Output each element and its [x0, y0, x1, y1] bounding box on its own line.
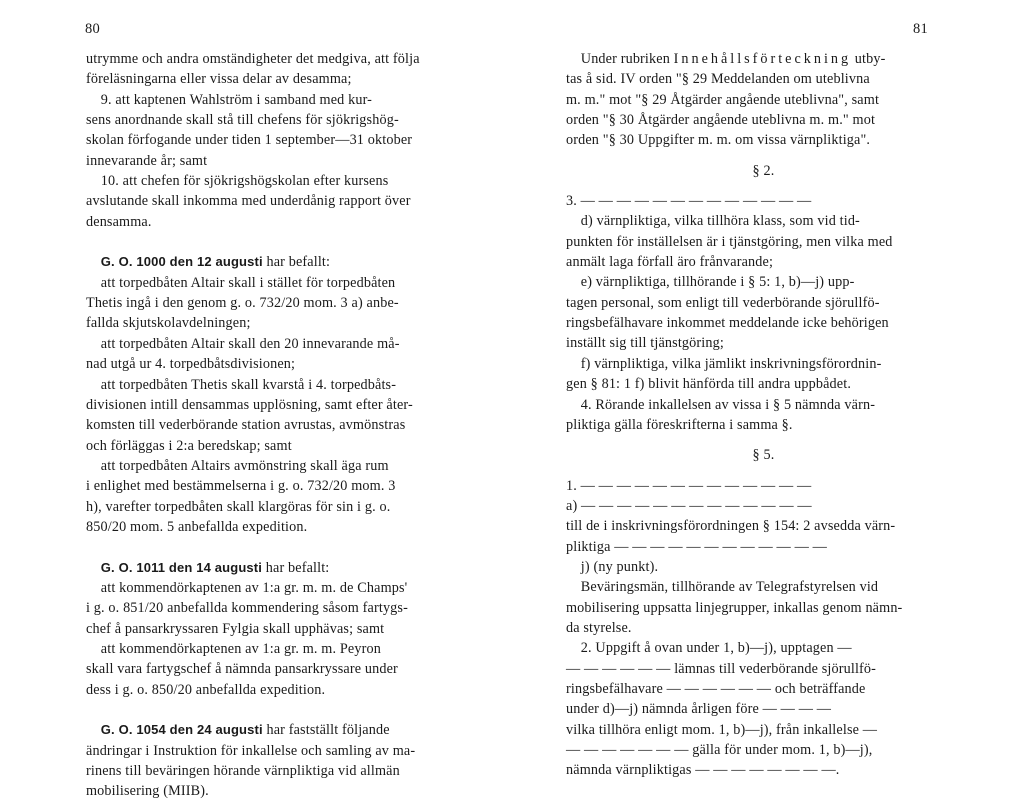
- text-line: 9. att kaptenen Wahlström i samband med kur-: [86, 91, 373, 108]
- text-line: ringsbefälhavare inkommet meddelande icke behörigen: [566, 315, 889, 332]
- text-line: 2. Uppgift å ovan under 1, b)—j), upptagen —: [566, 640, 852, 657]
- text-line: ringsbefälhavare — — — — — — och beträffande: [566, 680, 866, 697]
- text-line: och förläggas i 2:a beredskap; samt: [86, 437, 292, 454]
- text-line: att kommendörkaptenen av 1:a gr. m. m. Peyron: [86, 640, 381, 657]
- text-line: fallda skjutskolavdelningen;: [86, 315, 251, 332]
- text-line: vilka tillhöra enligt mom. 1, b)—j), från inkallelse —: [566, 721, 878, 738]
- go-1011-heading: [86, 558, 466, 578]
- text-line: gen § 81: 1 f) blivit hänförda till andra uppbådet.: [566, 376, 852, 393]
- go-1000-head-rest: har befallt:: [262, 254, 331, 271]
- text-line: — — — — — — — gälla för under mom. 1, b)—j),: [566, 742, 873, 758]
- text-line: pliktiga — — — — — — — — — — — —: [566, 538, 827, 555]
- text-line: nad utgå ur 4. torpedbåtsdivisionen;: [86, 356, 296, 373]
- text-line: avslutande skall inkomma med underdånig rapport över: [86, 193, 411, 210]
- text-line: h), varefter torpedbåten skall klargöras för sin i g. o.: [86, 498, 391, 515]
- go-1054-head-bold: G. O. 1054 den 24 augusti: [100, 722, 263, 738]
- text-line: — — — — — — lämnas till vederbörande sjörullfö-: [566, 660, 877, 677]
- text-line: 4. Rörande inkallelsen av vissa i § 5 nämnda värn-: [566, 396, 876, 413]
- go-1000-head-bold: G. O. 1000 den 12 augusti: [100, 254, 263, 270]
- text-line: föreläsningarna eller vissa delar av desamma;: [86, 71, 352, 88]
- intro-line-1: [566, 49, 961, 69]
- text-line: skolan förfogande under tiden 1 september—31 oktober: [86, 132, 413, 149]
- text-line: att torpedbåten Thetis skall kvarstå i 4. torpedbåts-: [86, 376, 397, 393]
- text-line: 3. — — — — — — — — — — — — —: [566, 193, 812, 210]
- text-line: 10. att chefen för sjökrigshögskolan efter kursens: [86, 173, 389, 190]
- intro-post: utby-: [851, 51, 886, 67]
- text-line: orden "§ 30 Åtgärder angående uteblivna m. m." mot: [566, 112, 876, 129]
- go-1000-heading: [86, 252, 466, 272]
- go-1011-head-rest: har befallt:: [262, 559, 330, 576]
- text-line: att torpedbåten Altair skall den 20 innevarande må-: [86, 335, 400, 352]
- text-line: da styrelse.: [566, 619, 632, 636]
- text-line: ändringar i Instruktion för inkallelse och samling av ma-: [86, 742, 416, 759]
- text-line: f) värnpliktiga, vilka jämlikt inskrivningsförordnin-: [566, 355, 882, 372]
- text-line: chef å pansarkryssaren Fylgia skall upphävas; samt: [86, 620, 385, 637]
- text-line: nämnda värnpliktigas — — — — — — — —.: [566, 762, 840, 779]
- text-line: j) (ny punkt).: [566, 558, 659, 575]
- text-line: utrymme och andra omständigheter det medgiva, att följa: [86, 51, 420, 67]
- text-line: punkten för inställelsen är i tjänstgöring, men vilka med: [566, 233, 893, 250]
- text-line: pliktiga gälla föreskrifterna i samma §.: [566, 416, 793, 433]
- page-number-left: 80: [85, 21, 101, 37]
- text-line: i g. o. 851/20 anbefallda kommendering såsom fartygs-: [86, 600, 408, 617]
- text-line: till de i inskrivningsförordningen § 154: 2 avsedda värn-: [566, 518, 896, 535]
- text-line: under d)—j) nämnda årligen före — — — —: [566, 701, 832, 718]
- left-page: [0, 0, 512, 800]
- go-1054-head-rest: har fastställt följande: [262, 722, 390, 739]
- text-line: dess i g. o. 850/20 anbefallda expedition.: [86, 681, 326, 698]
- text-line: Thetis ingå i den genom g. o. 732/20 mom. 3 a) anbe-: [86, 295, 399, 312]
- text-line: att torpedbåten Altairs avmönstring skall äga rum: [86, 457, 389, 474]
- text-line: orden "§ 30 Uppgifter m. m. om vissa värnpliktiga".: [566, 132, 871, 149]
- section-2-heading: § 2.: [752, 162, 775, 179]
- text-line: a) — — — — — — — — — — — — —: [566, 497, 812, 514]
- text-line: mobilisering (MIIB).: [86, 783, 209, 800]
- text-line: innevarande år; samt: [86, 152, 208, 169]
- intro-spaced-heading: Innehållsförteckning: [673, 51, 852, 67]
- text-line: 1. — — — — — — — — — — — — —: [566, 477, 812, 494]
- section-5-heading: § 5.: [752, 447, 775, 464]
- text-line: i enlighet med bestämmelserna i g. o. 732/20 mom. 3: [86, 478, 396, 495]
- text-line: 850/20 mom. 5 anbefallda expedition.: [86, 518, 308, 535]
- right-page-body: [566, 49, 961, 781]
- text-line: inställt sig till tjänstgöring;: [566, 335, 724, 352]
- text-line: mobilisering uppsatta linjegrupper, inkallas genom nämn-: [566, 599, 903, 616]
- intro-pre: Under rubriken: [580, 51, 674, 67]
- text-line: anmält laga förfall äro frånvarande;: [566, 254, 774, 271]
- text-line: att kommendörkaptenen av 1:a gr. m. m. de Champs': [86, 579, 408, 596]
- text-line: e) värnpliktiga, tillhörande i § 5: 1, b)—j) upp-: [566, 274, 855, 291]
- right-page: [512, 0, 1024, 779]
- text-line: att torpedbåten Altair skall i stället för torpedbåten: [86, 274, 396, 291]
- text-line: sens anordnande skall stå till chefens för sjökrigshög-: [86, 112, 399, 129]
- text-line: tas å sid. IV orden "§ 29 Meddelanden om uteblivna: [566, 71, 870, 88]
- text-line: Beväringsmän, tillhörande av Telegrafstyrelsen vid: [566, 579, 879, 596]
- go-1054-heading: [86, 720, 466, 740]
- text-line: skall vara fartygschef å nämnda pansarkryssare under: [86, 661, 398, 678]
- text-line: divisionen intill densammas upplösning, samt efter åter-: [86, 396, 413, 413]
- go-1011-head-bold: G. O. 1011 den 14 augusti: [100, 559, 263, 575]
- text-line: densamma.: [86, 213, 152, 230]
- text-line: rinens till beväringen hörande värnpliktiga vid allmän: [86, 763, 400, 780]
- text-line: d) värnpliktiga, vilka tillhöra klass, som vid tid-: [566, 213, 860, 230]
- text-line: komsten till vederbörande station avrustas, avmönstras: [86, 417, 406, 434]
- left-page-body: [86, 49, 466, 802]
- text-line: tagen personal, som enligt till vederbörande sjörullfö-: [566, 294, 880, 311]
- text-line: m. m." mot "§ 29 Åtgärder angående uteblivna", samt: [566, 91, 880, 108]
- page-number-right: 81: [913, 21, 929, 37]
